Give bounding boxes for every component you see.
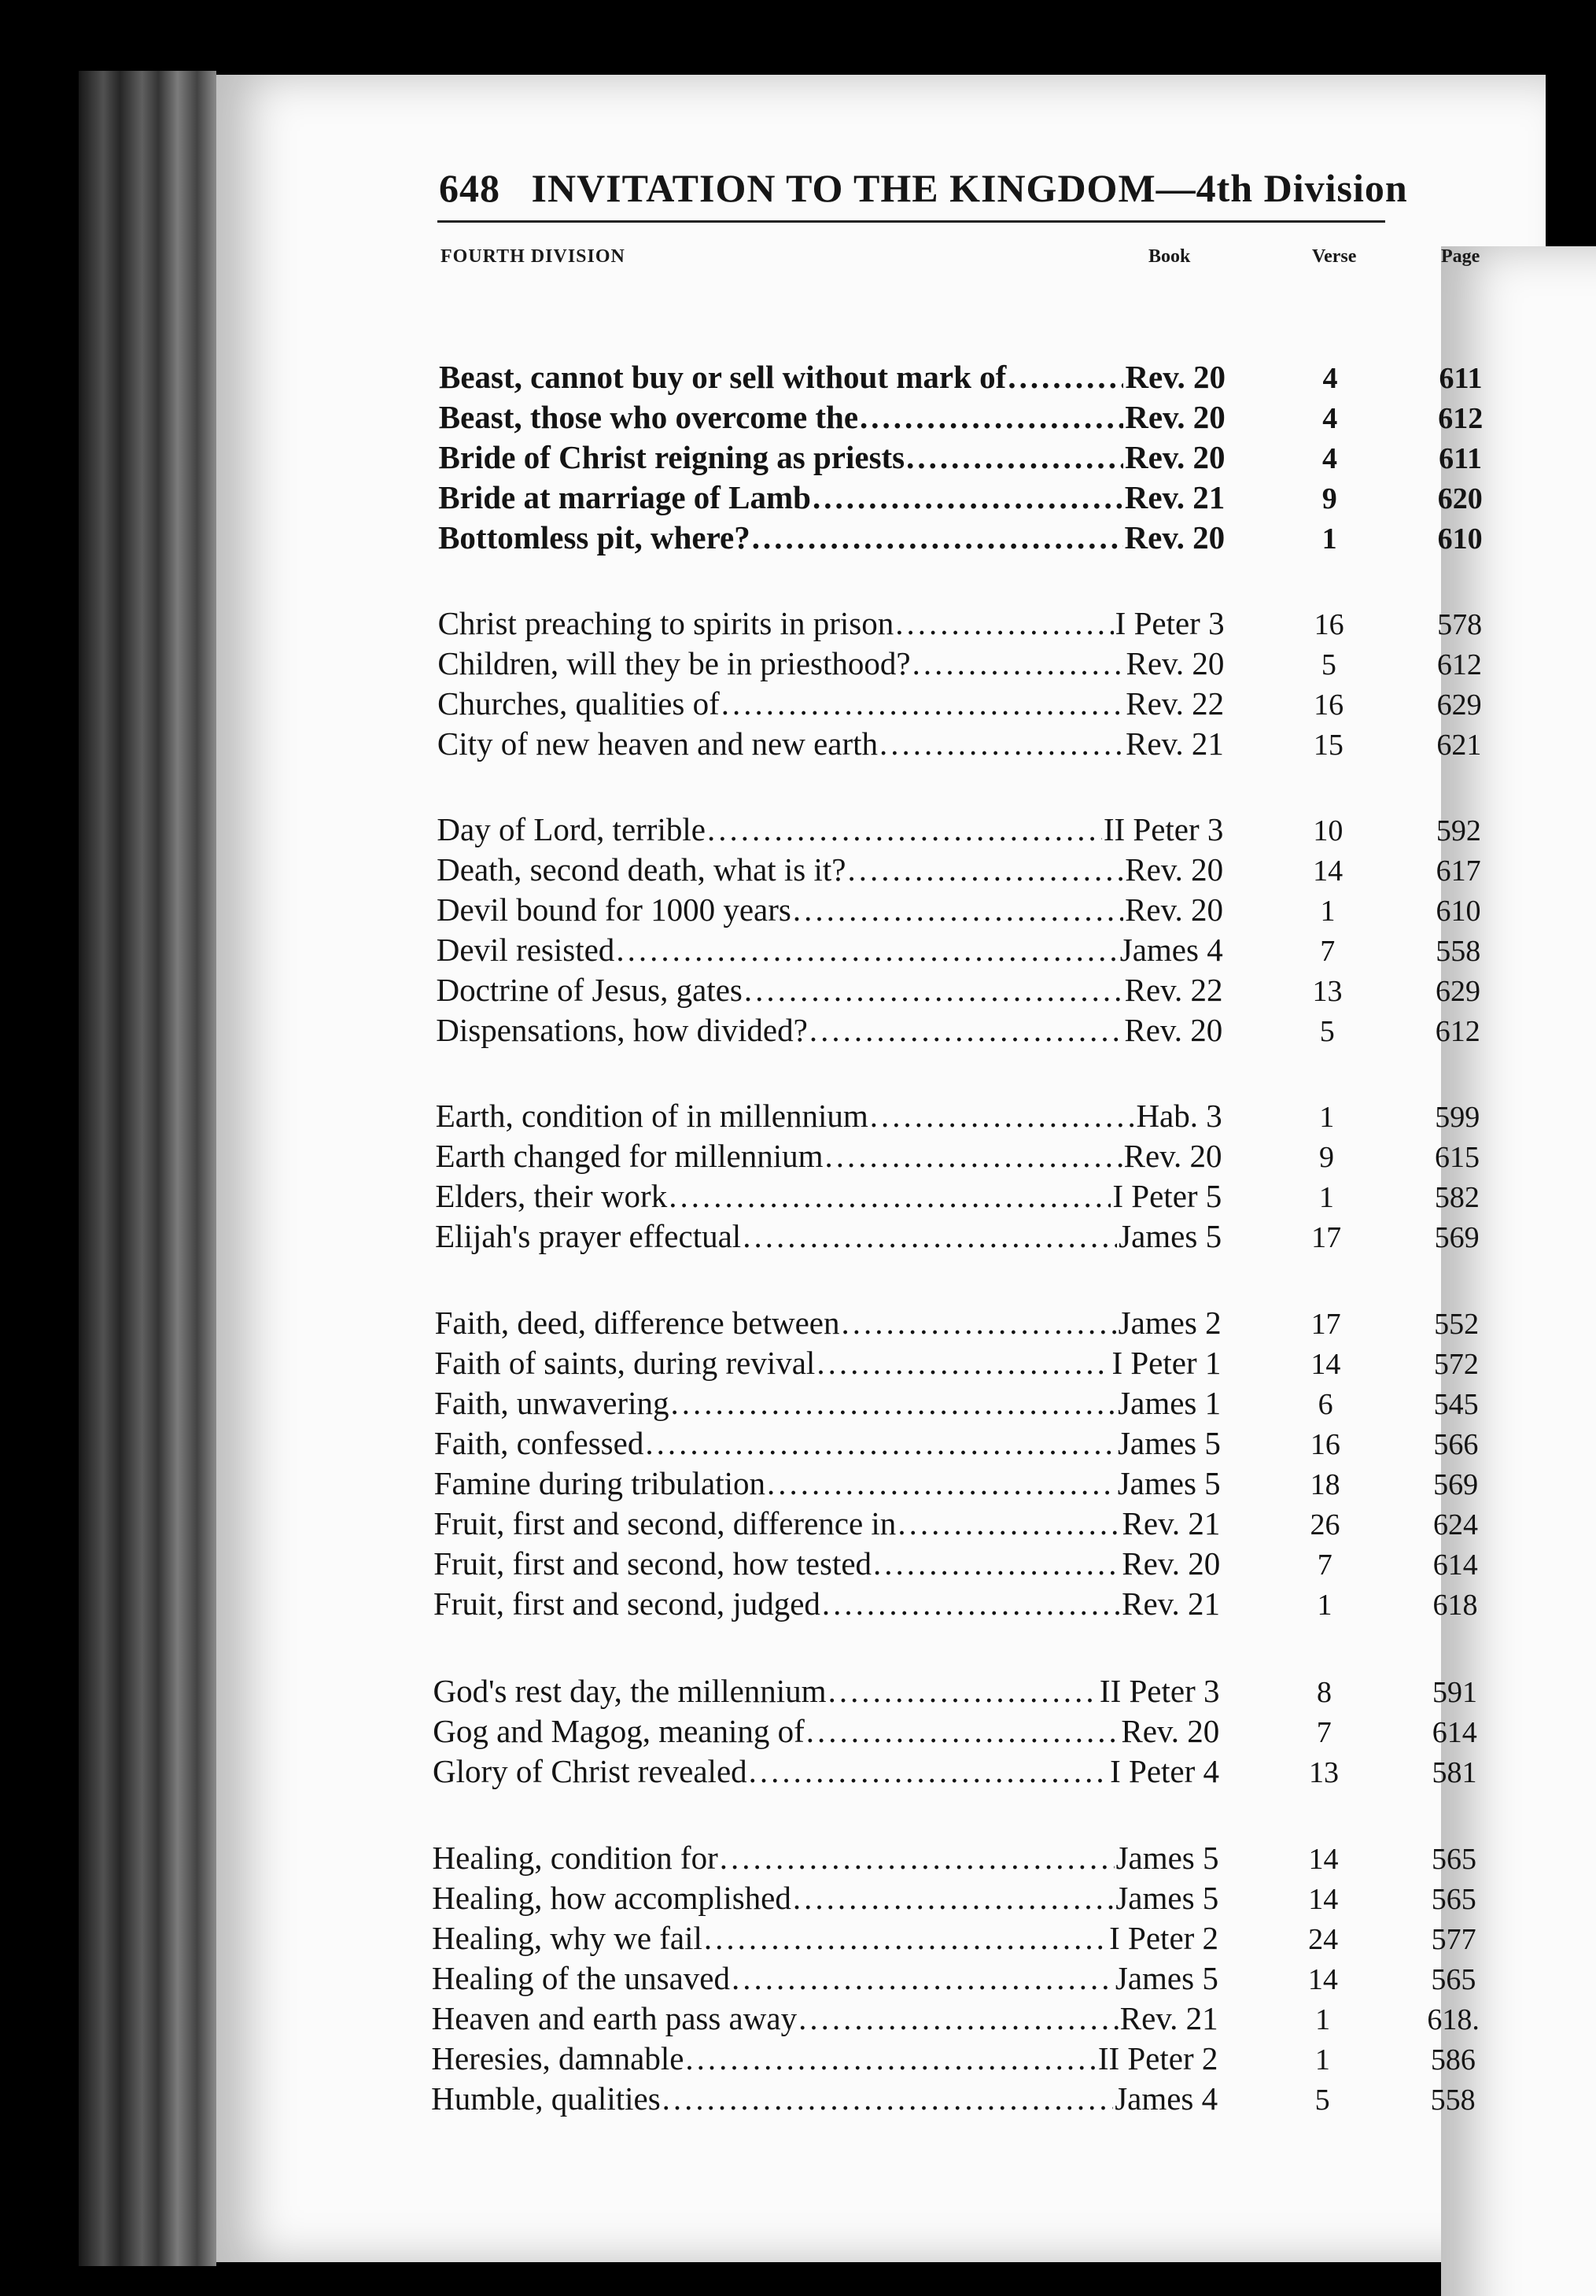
index-entry-line: [439, 358, 1226, 396]
leader-dots: [847, 851, 1123, 888]
index-entry-line: [435, 1304, 1222, 1342]
index-row: [0, 644, 1596, 685]
leader-dots: [793, 1879, 1114, 1917]
entry-book: Rev. 22: [1124, 972, 1223, 1008]
entry-verse: 1: [1315, 2003, 1331, 2036]
entry-book: Rev. 20: [1121, 1713, 1220, 1749]
entry-page: 565: [1432, 1843, 1477, 1876]
index-row: [0, 1752, 1596, 1793]
leader-dots: [616, 931, 1118, 969]
leader-dots: [752, 519, 1123, 556]
index-row: [0, 1424, 1596, 1465]
entry-page: 629: [1436, 688, 1482, 722]
leader-dots: [662, 2080, 1114, 2117]
index-entry-line: [437, 725, 1224, 762]
index-row: [0, 1097, 1596, 1138]
index-entry-line: [432, 1879, 1218, 1917]
entry-verse: 7: [1316, 1716, 1332, 1749]
entry-book: Rev. 20: [1125, 891, 1223, 928]
index-row: [0, 1919, 1596, 1960]
leader-dots: [870, 1097, 1135, 1135]
page-title: INVITATION TO THE KINGDOM—4th Division: [531, 166, 1408, 210]
entry-page: 569: [1433, 1468, 1479, 1501]
entry-topic: Dispensations, how divided?: [436, 1012, 808, 1048]
entry-verse: 1: [1318, 1181, 1334, 1214]
entry-verse: 9: [1321, 482, 1337, 515]
index-entry-line: [434, 1424, 1221, 1462]
entry-verse: 7: [1317, 1549, 1332, 1582]
entry-page: 618: [1432, 1589, 1478, 1622]
entry-page: 565: [1431, 1883, 1476, 1916]
index-row: [0, 1177, 1596, 1218]
index-entry-line: [435, 1177, 1222, 1215]
entry-verse: 8: [1316, 1676, 1332, 1709]
leader-dots: [704, 1919, 1108, 1957]
entry-topic: Doctrine of Jesus, gates: [436, 972, 743, 1008]
page-column-heading: Page: [1441, 246, 1596, 2296]
entry-verse: 26: [1310, 1508, 1340, 1541]
entry-page: 617: [1436, 855, 1481, 888]
entry-page: 586: [1430, 2043, 1476, 2076]
entry-page: 629: [1435, 975, 1480, 1008]
entry-topic: Humble, qualities: [431, 2080, 661, 2117]
index-row: [0, 1304, 1596, 1345]
entry-book: Rev. 21: [1122, 1585, 1220, 1622]
entry-book: James 5: [1119, 1218, 1222, 1254]
index-row: [0, 725, 1596, 766]
entry-page: 612: [1435, 1015, 1480, 1048]
index-entry-line: [433, 1712, 1219, 1750]
index-entry-line: [431, 2039, 1218, 2077]
entry-book: II Peter 3: [1099, 1673, 1220, 1709]
leader-dots: [732, 1959, 1114, 1997]
entry-page: 592: [1436, 814, 1481, 847]
index-row: [0, 1839, 1596, 1880]
index-entry-line: [436, 1097, 1222, 1135]
entry-verse: 1: [1314, 2043, 1330, 2076]
index-entry-line: [434, 1344, 1221, 1382]
entry-topic: Faith, confessed: [433, 1425, 644, 1461]
index-row: [0, 438, 1596, 479]
index-row: [0, 1712, 1596, 1753]
leader-dots: [743, 1217, 1117, 1255]
index-row: [0, 1217, 1596, 1258]
entry-topic: Bottomless pit, where?: [438, 519, 750, 556]
index-entry-line: [432, 1999, 1218, 2037]
entry-verse: 14: [1313, 855, 1344, 888]
index-entry-line: [434, 1384, 1221, 1422]
index-row: [0, 1504, 1596, 1545]
entry-verse: 5: [1314, 2084, 1330, 2117]
entry-topic: Fruit, first and second, judged: [433, 1585, 820, 1622]
entry-verse: 13: [1312, 975, 1343, 1008]
entry-page: 612: [1436, 648, 1482, 681]
entry-page: 614: [1432, 1549, 1478, 1582]
entry-book: Rev. 21: [1119, 2000, 1218, 2036]
entry-page: 582: [1434, 1181, 1480, 1214]
index-row: [0, 398, 1596, 439]
index-row: [0, 1545, 1596, 1585]
index-entry-line: [438, 478, 1225, 516]
entry-topic: God's rest day, the millennium: [433, 1673, 827, 1709]
entry-topic: Fruit, first and second, difference in: [433, 1505, 897, 1541]
leader-dots: [767, 1464, 1116, 1502]
entry-book: Rev. 20: [1125, 851, 1224, 888]
entry-book: Rev. 20: [1126, 645, 1225, 681]
entry-page: 611: [1439, 362, 1483, 395]
entry-topic: Churches, qualities of: [437, 685, 720, 722]
index-row: [0, 519, 1596, 559]
leader-dots: [749, 1752, 1108, 1790]
index-entry-line: [437, 810, 1223, 848]
leader-dots: [828, 1672, 1098, 1710]
leader-dots: [860, 398, 1123, 436]
entry-book: I Peter 3: [1115, 605, 1225, 641]
index-row: [0, 1879, 1596, 1920]
entry-topic: Fruit, first and second, how tested: [433, 1545, 872, 1582]
leader-dots: [645, 1424, 1116, 1462]
index-row: [0, 2039, 1596, 2080]
entry-book: James 5: [1117, 1465, 1221, 1501]
entry-page: 618.: [1427, 2003, 1480, 2036]
index-row: [0, 1011, 1596, 1052]
entry-page: 566: [1433, 1428, 1479, 1461]
book-column-heading: Book: [1148, 246, 1191, 267]
index-entry-line: [436, 1137, 1222, 1175]
index-entry-line: [433, 1585, 1220, 1622]
entry-page: 615: [1435, 1141, 1480, 1174]
entry-verse: 1: [1321, 522, 1337, 556]
entry-verse: 7: [1320, 935, 1336, 968]
entry-verse: 17: [1311, 1221, 1342, 1254]
entry-page: 599: [1435, 1101, 1480, 1134]
entry-book: II Peter 3: [1103, 811, 1224, 847]
index-row: [0, 1672, 1596, 1713]
leader-dots: [669, 1177, 1111, 1215]
entry-page: 558: [1436, 935, 1481, 968]
entry-book: James 4: [1119, 932, 1223, 968]
entry-page: 614: [1432, 1716, 1477, 1749]
index-entry-line: [432, 1919, 1218, 1957]
index-entry-line: [439, 438, 1226, 476]
entry-topic: Healing, why we fail: [432, 1920, 702, 1956]
entry-verse: 4: [1322, 362, 1338, 395]
page-number: 648: [439, 166, 500, 210]
entry-book: James 5: [1117, 1425, 1221, 1461]
index-row: [0, 891, 1596, 932]
entry-book: Hab. 3: [1136, 1098, 1222, 1134]
entry-topic: Faith, deed, difference between: [434, 1305, 840, 1341]
entry-verse: 17: [1310, 1308, 1341, 1341]
entry-verse: 15: [1313, 729, 1344, 762]
entry-verse: 16: [1310, 1428, 1340, 1461]
verse-column-heading: Verse: [1312, 246, 1357, 267]
entry-book: Rev. 20: [1125, 359, 1226, 395]
index-row: [0, 358, 1596, 399]
leader-dots: [842, 1304, 1117, 1342]
entry-verse: 14: [1307, 1963, 1338, 1996]
entry-page: 552: [1434, 1308, 1480, 1341]
entry-book: Rev. 22: [1126, 685, 1225, 722]
leader-dots: [707, 810, 1102, 848]
index-row: [0, 971, 1596, 1012]
entry-page: 578: [1437, 608, 1483, 641]
entry-topic: Elders, their work: [435, 1178, 668, 1214]
leader-dots: [895, 604, 1113, 642]
entry-verse: 18: [1310, 1468, 1340, 1501]
entry-page: 611: [1439, 442, 1482, 475]
entry-topic: Death, second death, what is it?: [437, 851, 846, 888]
entry-topic: Devil bound for 1000 years: [436, 891, 791, 928]
entry-topic: Children, will they be in priesthood?: [437, 645, 911, 681]
leader-dots: [1008, 358, 1123, 396]
entry-book: Rev. 21: [1124, 479, 1226, 515]
leader-dots: [822, 1585, 1120, 1622]
entry-topic: Famine during tribulation: [433, 1465, 766, 1501]
index-row: [0, 1344, 1596, 1385]
entry-page: 577: [1431, 1923, 1476, 1956]
entry-verse: 16: [1314, 688, 1344, 722]
leader-dots: [816, 1344, 1110, 1382]
entry-book: Rev. 20: [1125, 399, 1226, 435]
entry-book: Rev. 20: [1122, 1545, 1221, 1582]
entry-book: II Peter 2: [1097, 2040, 1218, 2076]
entry-topic: Gog and Magog, meaning of: [433, 1713, 805, 1749]
index-row: [0, 604, 1596, 645]
entry-book: Rev. 21: [1126, 725, 1224, 762]
entry-book: James 5: [1115, 1960, 1218, 1996]
leader-dots: [806, 1712, 1120, 1750]
entry-topic: Bride of Christ reigning as priests: [438, 439, 905, 475]
entry-verse: 5: [1321, 648, 1336, 681]
entry-book: James 5: [1115, 1840, 1219, 1876]
entry-topic: City of new heaven and new earth: [437, 725, 879, 762]
entry-book: James 4: [1115, 2080, 1218, 2117]
entry-topic: Day of Lord, terrible: [437, 811, 706, 847]
leader-dots: [744, 971, 1123, 1009]
leader-dots: [906, 438, 1123, 476]
leader-dots: [879, 725, 1124, 762]
entry-topic: Beast, cannot buy or sell without mark of: [439, 359, 1007, 395]
entry-topic: Bride at marriage of Lamb: [438, 479, 811, 515]
entry-page: 620: [1437, 482, 1483, 515]
entry-page: 569: [1434, 1221, 1480, 1254]
entry-topic: Elijah's prayer effectual: [435, 1218, 742, 1254]
entry-topic: Earth changed for millennium: [435, 1138, 824, 1174]
index-entry-line: [433, 1504, 1220, 1542]
entry-page: 565: [1431, 1963, 1476, 1996]
entry-page: 612: [1438, 402, 1484, 435]
entry-verse: 4: [1322, 402, 1338, 435]
leader-dots: [873, 1545, 1120, 1582]
entry-book: I Peter 2: [1109, 1920, 1219, 1956]
entry-topic: Healing of the unsaved: [431, 1960, 730, 1996]
entry-book: James 5: [1115, 1880, 1219, 1916]
entry-page: 591: [1432, 1676, 1477, 1709]
entry-topic: Healing, condition for: [432, 1840, 718, 1876]
entry-topic: Heresies, damnable: [431, 2040, 684, 2076]
index-row: [0, 851, 1596, 891]
entry-verse: 4: [1322, 442, 1338, 475]
leader-dots: [825, 1137, 1122, 1175]
index-entry-line: [433, 1752, 1219, 1790]
entry-page: 624: [1432, 1508, 1478, 1541]
index-row: [0, 1999, 1596, 2040]
entry-topic: Faith, unwavering: [434, 1385, 669, 1421]
entry-verse: 14: [1310, 1348, 1341, 1381]
leader-dots: [720, 1839, 1115, 1877]
entry-page: 558: [1430, 2084, 1476, 2117]
entry-verse: 1: [1319, 1101, 1335, 1134]
entry-book: Rev. 20: [1124, 439, 1226, 475]
entry-book: Rev. 20: [1123, 1138, 1222, 1174]
index-row: [0, 810, 1596, 851]
section-heading: FOURTH DIVISION: [440, 246, 625, 267]
index-row: [0, 2080, 1596, 2121]
index-entry-line: [437, 891, 1223, 928]
entry-topic: Beast, those who overcome the: [438, 399, 859, 435]
entry-verse: 16: [1314, 608, 1344, 641]
entry-page: 572: [1433, 1348, 1479, 1381]
entry-book: I Peter 5: [1112, 1178, 1222, 1214]
entry-topic: Christ preaching to spirits in prison: [437, 605, 894, 641]
index-entry-line: [437, 644, 1224, 682]
entry-page: 621: [1436, 729, 1482, 762]
index-entry-line: [437, 685, 1224, 722]
index-entry-line: [438, 604, 1225, 642]
entry-verse: 6: [1318, 1388, 1333, 1421]
index-entry-line: [433, 1672, 1219, 1710]
index-row: [0, 1585, 1596, 1626]
entry-verse: 14: [1308, 1843, 1339, 1876]
entry-topic: Glory of Christ revealed: [433, 1753, 747, 1789]
entry-topic: Faith of saints, during revival: [434, 1345, 816, 1381]
leader-dots: [685, 2039, 1096, 2077]
entry-verse: 13: [1309, 1756, 1340, 1789]
index-row: [0, 1959, 1596, 2000]
leader-dots: [670, 1384, 1116, 1422]
index-row: [0, 478, 1596, 519]
entry-verse: 5: [1319, 1015, 1335, 1048]
index-row: [0, 1464, 1596, 1505]
entry-topic: Healing, how accomplished: [432, 1880, 791, 1916]
index-entry-line: [439, 398, 1226, 436]
entry-book: James 2: [1118, 1305, 1222, 1341]
entry-page: 610: [1437, 522, 1483, 556]
entry-page: 610: [1436, 895, 1481, 928]
index-entry-line: [433, 1839, 1219, 1877]
entry-book: James 1: [1118, 1385, 1222, 1421]
index-row: [0, 685, 1596, 725]
entry-topic: Heaven and earth pass away: [431, 2000, 798, 2036]
entry-verse: 10: [1313, 814, 1344, 847]
index-entry-line: [436, 1011, 1222, 1049]
entry-verse: 1: [1317, 1589, 1332, 1622]
index-entry-line: [431, 2080, 1218, 2117]
index-entry-line: [434, 1464, 1221, 1502]
index-row: [0, 931, 1596, 972]
entry-page: 581: [1432, 1756, 1477, 1789]
entry-verse: 24: [1308, 1923, 1339, 1956]
entry-verse: 1: [1320, 895, 1336, 928]
entry-topic: Earth, condition of in millennium: [435, 1098, 868, 1134]
index-entry-line: [437, 851, 1223, 888]
leader-dots: [721, 685, 1124, 722]
entry-verse: 14: [1308, 1883, 1339, 1916]
index-row: [0, 1137, 1596, 1178]
entry-book: Rev. 20: [1124, 519, 1226, 556]
leader-dots: [798, 1999, 1119, 2037]
index-entry-line: [435, 1217, 1222, 1255]
leader-dots: [793, 891, 1123, 928]
entry-book: Rev. 20: [1124, 1012, 1223, 1048]
leader-dots: [898, 1504, 1120, 1542]
entry-book: I Peter 4: [1110, 1753, 1220, 1789]
leader-dots: [809, 1011, 1123, 1049]
index-entry-line: [438, 519, 1225, 556]
index-row: [0, 1384, 1596, 1425]
index-entry-line: [437, 931, 1223, 969]
leader-dots: [813, 478, 1123, 516]
entry-book: Rev. 21: [1122, 1505, 1221, 1541]
entry-book: I Peter 1: [1111, 1345, 1222, 1381]
entry-topic: Devil resisted: [436, 932, 615, 968]
entry-verse: 9: [1319, 1141, 1335, 1174]
index-entry-line: [436, 971, 1222, 1009]
index-entry-line: [433, 1545, 1220, 1582]
leader-dots: [912, 644, 1125, 682]
entry-page: 545: [1433, 1388, 1479, 1421]
index-entry-line: [432, 1959, 1218, 1997]
